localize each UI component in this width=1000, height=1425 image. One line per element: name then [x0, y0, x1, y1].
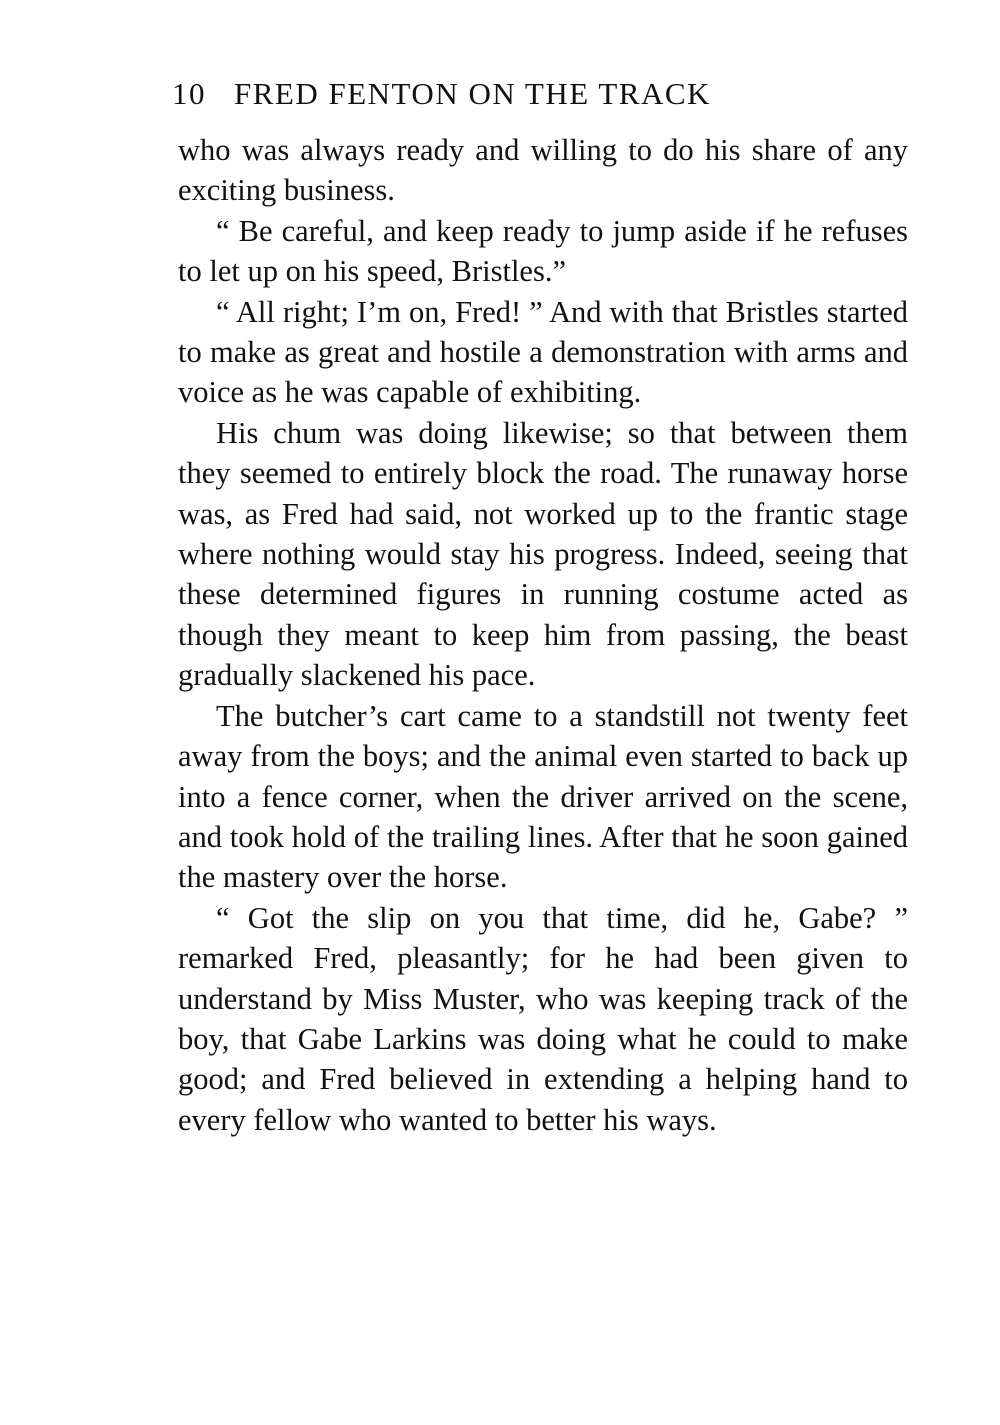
paragraph-butchers-cart: The butcher’s cart came to a standstill not twenty feet away from the boys; and the animal even started to back up into a fence corner, when the driver arrived on the scene, and took hold of the trailing lines. After that he soon gained the mastery over the horse.	[178, 698, 908, 895]
paragraph-dialogue-fred: “ Be careful, and keep ready to jump aside if he refuses to let up on his speed, Bristles.”	[178, 213, 908, 289]
book-title: FRED FENTON ON THE TRACK	[234, 76, 711, 111]
paragraph-runaway-horse: His chum was doing likewise; so that between them they seemed to entirely block the road. The runaway horse was, as Fred had said, not worked up to the frantic stage where nothing would stay his progress. Indeed, seeing that these determined figures in running costume acted as though they meant to keep him from passing, the beast gradually slackened his pace.	[178, 415, 908, 693]
book-page	[172, 68, 908, 1140]
body-text	[178, 130, 908, 1140]
running-head	[172, 68, 908, 120]
page-number: 10	[172, 76, 206, 111]
paragraph-continuation: who was always ready and willing to do his share of any exciting business.	[178, 133, 908, 208]
paragraph-dialogue-bristles: “ All right; I’m on, Fred! ” And with that Bristles started to make as great and hostile a demonstration with arms and voice as he was capable of exhibiting.	[178, 294, 908, 410]
paragraph-gabe: “ Got the slip on you that time, did he, Gabe? ” remarked Fred, pleasantly; for he had been given to understand by Miss Muster, who was keeping track of the boy, that Gabe Larkins was doing what he could to make good; and Fred believed in extending a helping hand to every fellow who wanted to better his ways.	[178, 900, 908, 1137]
